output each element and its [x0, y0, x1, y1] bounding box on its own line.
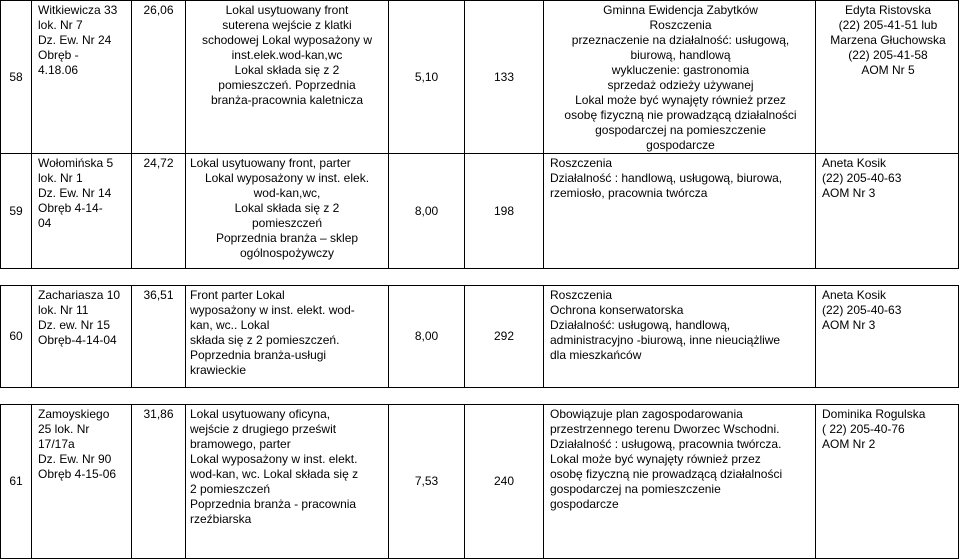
rent-cell: 240 — [465, 405, 544, 559]
lot-number: 59 — [1, 154, 32, 269]
area-cell: 31,86 — [132, 405, 186, 559]
lot-number: 61 — [1, 405, 32, 559]
lot-number: 60 — [1, 286, 32, 388]
conditions-cell: Gminna Ewidencja Zabytków Roszczenia przeznaczenie na działalność: usługową, biurową, handlową wykluczenie: gastronomia sprzedaż odzieży używanej Lokal może być wynajęty również przez osobę fizyczną nie prowadzącą działalności gospodarczej na pomieszczenie gospodarcze — [544, 1, 816, 154]
contact-cell: Dominika Rogulska ( 22) 205-40-76 AOM Nr 2 — [816, 405, 959, 559]
contact-cell: Aneta Kosik (22) 205-40-63 AOM Nr 3 — [816, 286, 959, 388]
contact-cell: Edyta Ristovska (22) 205-41-51 lub Marzena Głuchowska (22) 205-41-58 AOM Nr 5 — [816, 1, 959, 154]
description-cell: Lokal usytuowany front, parter Lokal wyposażony w inst. elek. wod-kan,wc, Lokal składa się z 2 pomieszczeń Poprzednia branża – sklep ogólnospożywczy — [186, 154, 389, 269]
description-cell: Lokal usytuowany oficyna, wejście z drugiego prześwit bramowego, parter Lokal wyposażony w inst. elekt. wod-kan, wc. Lokal składa się z 2 pomieszczeń Poprzednia branża - pracownia rzeźbiarska — [186, 405, 389, 559]
rent-cell: 292 — [465, 286, 544, 388]
area-cell: 36,51 — [132, 286, 186, 388]
description-cell: Lokal usytuowany front suterena wejście z klatki schodowej Lokal wyposażony w inst.elek.wod-kan,wc Lokal składa się z 2 pomieszczeń. Poprzednia branża-pracownia kaletnicza — [186, 1, 389, 154]
conditions-cell: Roszczenia Działalność : handlową, usługową, biurowa, rzemiosło, pracownia twórcza — [544, 154, 816, 269]
area-cell: 24,72 — [132, 154, 186, 269]
description-cell: Front parter Lokal wyposażony w inst. elekt. wod- kan, wc.. Lokal składa się z 2 pomieszczeń. Poprzednia branża-usługi krawieckie — [186, 286, 389, 388]
table-row — [1, 405, 959, 559]
rate-cell: 8,00 — [389, 286, 465, 388]
conditions-cell: Obowiązuje plan zagospodarowania przestrzennego terenu Dworzec Wschodni. Działalność : usługową, pracownia twórcza. Lokal może być wynajęty również przez osobę fizyczną nie prowadzącą działalności gospodarczej na pomieszczenie gospodarcze — [544, 405, 816, 559]
area-cell: 26,06 — [132, 1, 186, 154]
rent-cell: 133 — [465, 1, 544, 154]
conditions-cell: Roszczenia Ochrona konserwatorska Działalność: usługową, handlową, administracyjno -biurową, inne nieuciążliwe dla mieszkańców — [544, 286, 816, 388]
rate-cell: 5,10 — [389, 1, 465, 154]
address-cell: Zachariasza 10 lok. Nr 11 Dz. ew. Nr 15 Obręb-4-14-04 — [32, 286, 132, 388]
address-cell: Witkiewicza 33 lok. Nr 7 Dz. Ew. Nr 24 Obręb - 4.18.06 — [32, 1, 132, 154]
rent-cell: 198 — [465, 154, 544, 269]
table-row — [1, 286, 959, 388]
address-cell: Wołomińska 5 lok. Nr 1 Dz. Ew. Nr 14 Obręb 4-14- 04 — [32, 154, 132, 269]
table-row — [1, 1, 959, 154]
rate-cell: 7,53 — [389, 405, 465, 559]
rate-cell: 8,00 — [389, 154, 465, 269]
contact-cell: Aneta Kosik (22) 205-40-63 AOM Nr 3 — [816, 154, 959, 269]
address-cell: Zamoyskiego 25 lok. Nr 17/17a Dz. Ew. Nr 90 Obręb 4-15-06 — [32, 405, 132, 559]
table-row — [1, 154, 959, 269]
lot-number: 58 — [1, 1, 32, 154]
